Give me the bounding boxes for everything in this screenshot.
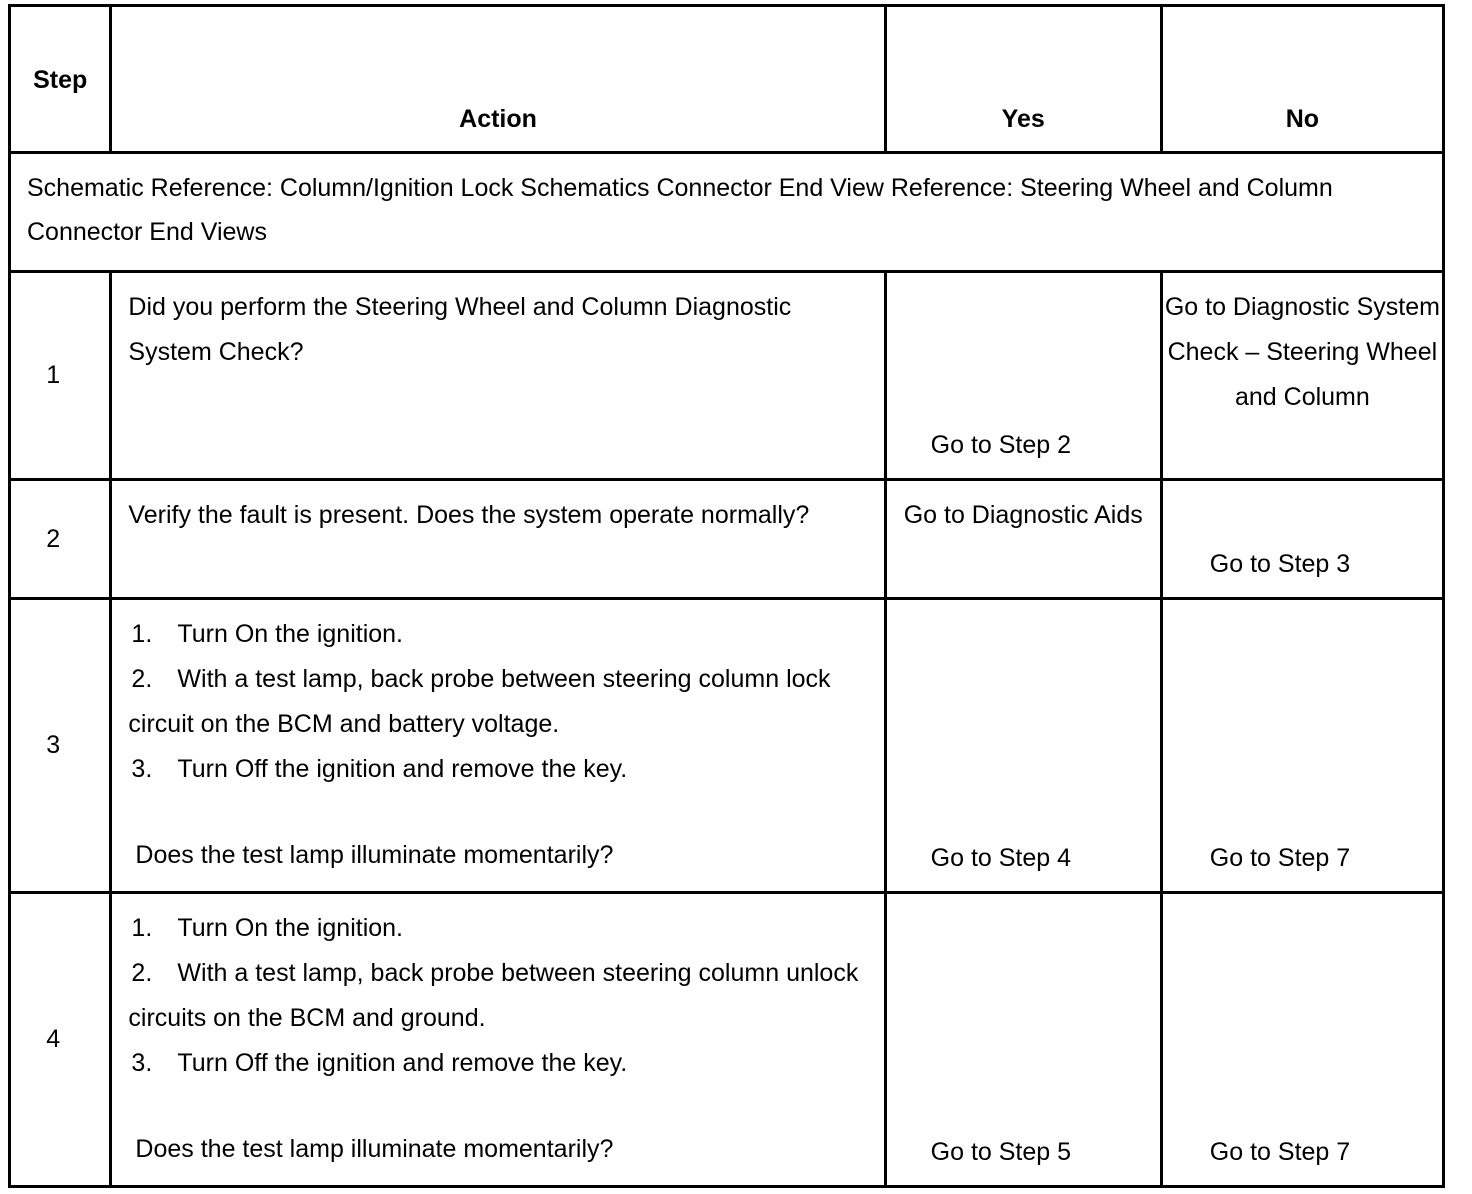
action-list-cell [111, 599, 885, 893]
step-number: 4 [10, 893, 111, 1187]
list-item-number: 3. [131, 755, 153, 783]
step-number: 3 [10, 599, 111, 893]
no-result: Go to Step 7 [1161, 893, 1443, 1187]
list-item [128, 906, 873, 951]
yes-result: Go to Step 5 [885, 893, 1161, 1187]
header-action: Action [111, 6, 885, 153]
action-question: Does the test lamp illuminate momentarily? [135, 1135, 614, 1163]
yes-result: Go to Step 4 [885, 599, 1161, 893]
no-result: Go to Step 3 [1161, 480, 1443, 599]
schematic-reference-row [10, 153, 1444, 272]
list-item [128, 747, 873, 792]
diagnostic-table [8, 4, 1445, 1188]
action-question: Does the test lamp illuminate momentarily? [135, 841, 614, 869]
table-row [10, 599, 1444, 893]
action-list-cell [111, 893, 885, 1187]
table-row [10, 272, 1444, 480]
action-text: Verify the fault is present. Does the system operate normally? [111, 480, 885, 599]
no-result: Go to Step 7 [1161, 599, 1443, 893]
list-item-number: 1. [131, 620, 153, 648]
list-item [128, 951, 873, 1041]
list-item-text: Turn On the ignition. [177, 914, 404, 942]
header-step: Step [10, 6, 111, 153]
step-number: 1 [10, 272, 111, 480]
header-yes: Yes [885, 6, 1161, 153]
list-item-number: 3. [131, 1049, 153, 1077]
action-list [128, 906, 873, 1086]
list-item-text: Turn On the ignition. [177, 620, 404, 648]
list-item [128, 612, 873, 657]
list-item-number: 2. [131, 665, 153, 693]
table-header-row [10, 6, 1444, 153]
list-item [128, 1041, 873, 1086]
action-text: Did you perform the Steering Wheel and Column Diagnostic System Check? [111, 272, 885, 480]
list-item [128, 657, 873, 747]
table-row [10, 480, 1444, 599]
yes-result: Go to Diagnostic Aids [885, 480, 1161, 599]
list-item-text: With a test lamp, back probe between steering column unlock circuits on the BCM and ground. [128, 959, 859, 1032]
action-list [128, 612, 873, 792]
list-item-number: 2. [131, 959, 153, 987]
list-item-text: Turn Off the ignition and remove the key. [177, 755, 628, 783]
table-row [10, 893, 1444, 1187]
schematic-reference: Schematic Reference: Column/Ignition Lock Schematics Connector End View Reference: Steering Wheel and Column Connector End Views [10, 153, 1444, 272]
list-item-number: 1. [131, 914, 153, 942]
step-number: 2 [10, 480, 111, 599]
list-item-text: With a test lamp, back probe between steering column lock circuit on the BCM and battery voltage. [128, 665, 831, 738]
list-item-text: Turn Off the ignition and remove the key. [177, 1049, 628, 1077]
header-no: No [1161, 6, 1443, 153]
yes-result: Go to Step 2 [885, 272, 1161, 480]
no-result: Go to Diagnostic System Check – Steering Wheel and Column [1161, 272, 1443, 480]
